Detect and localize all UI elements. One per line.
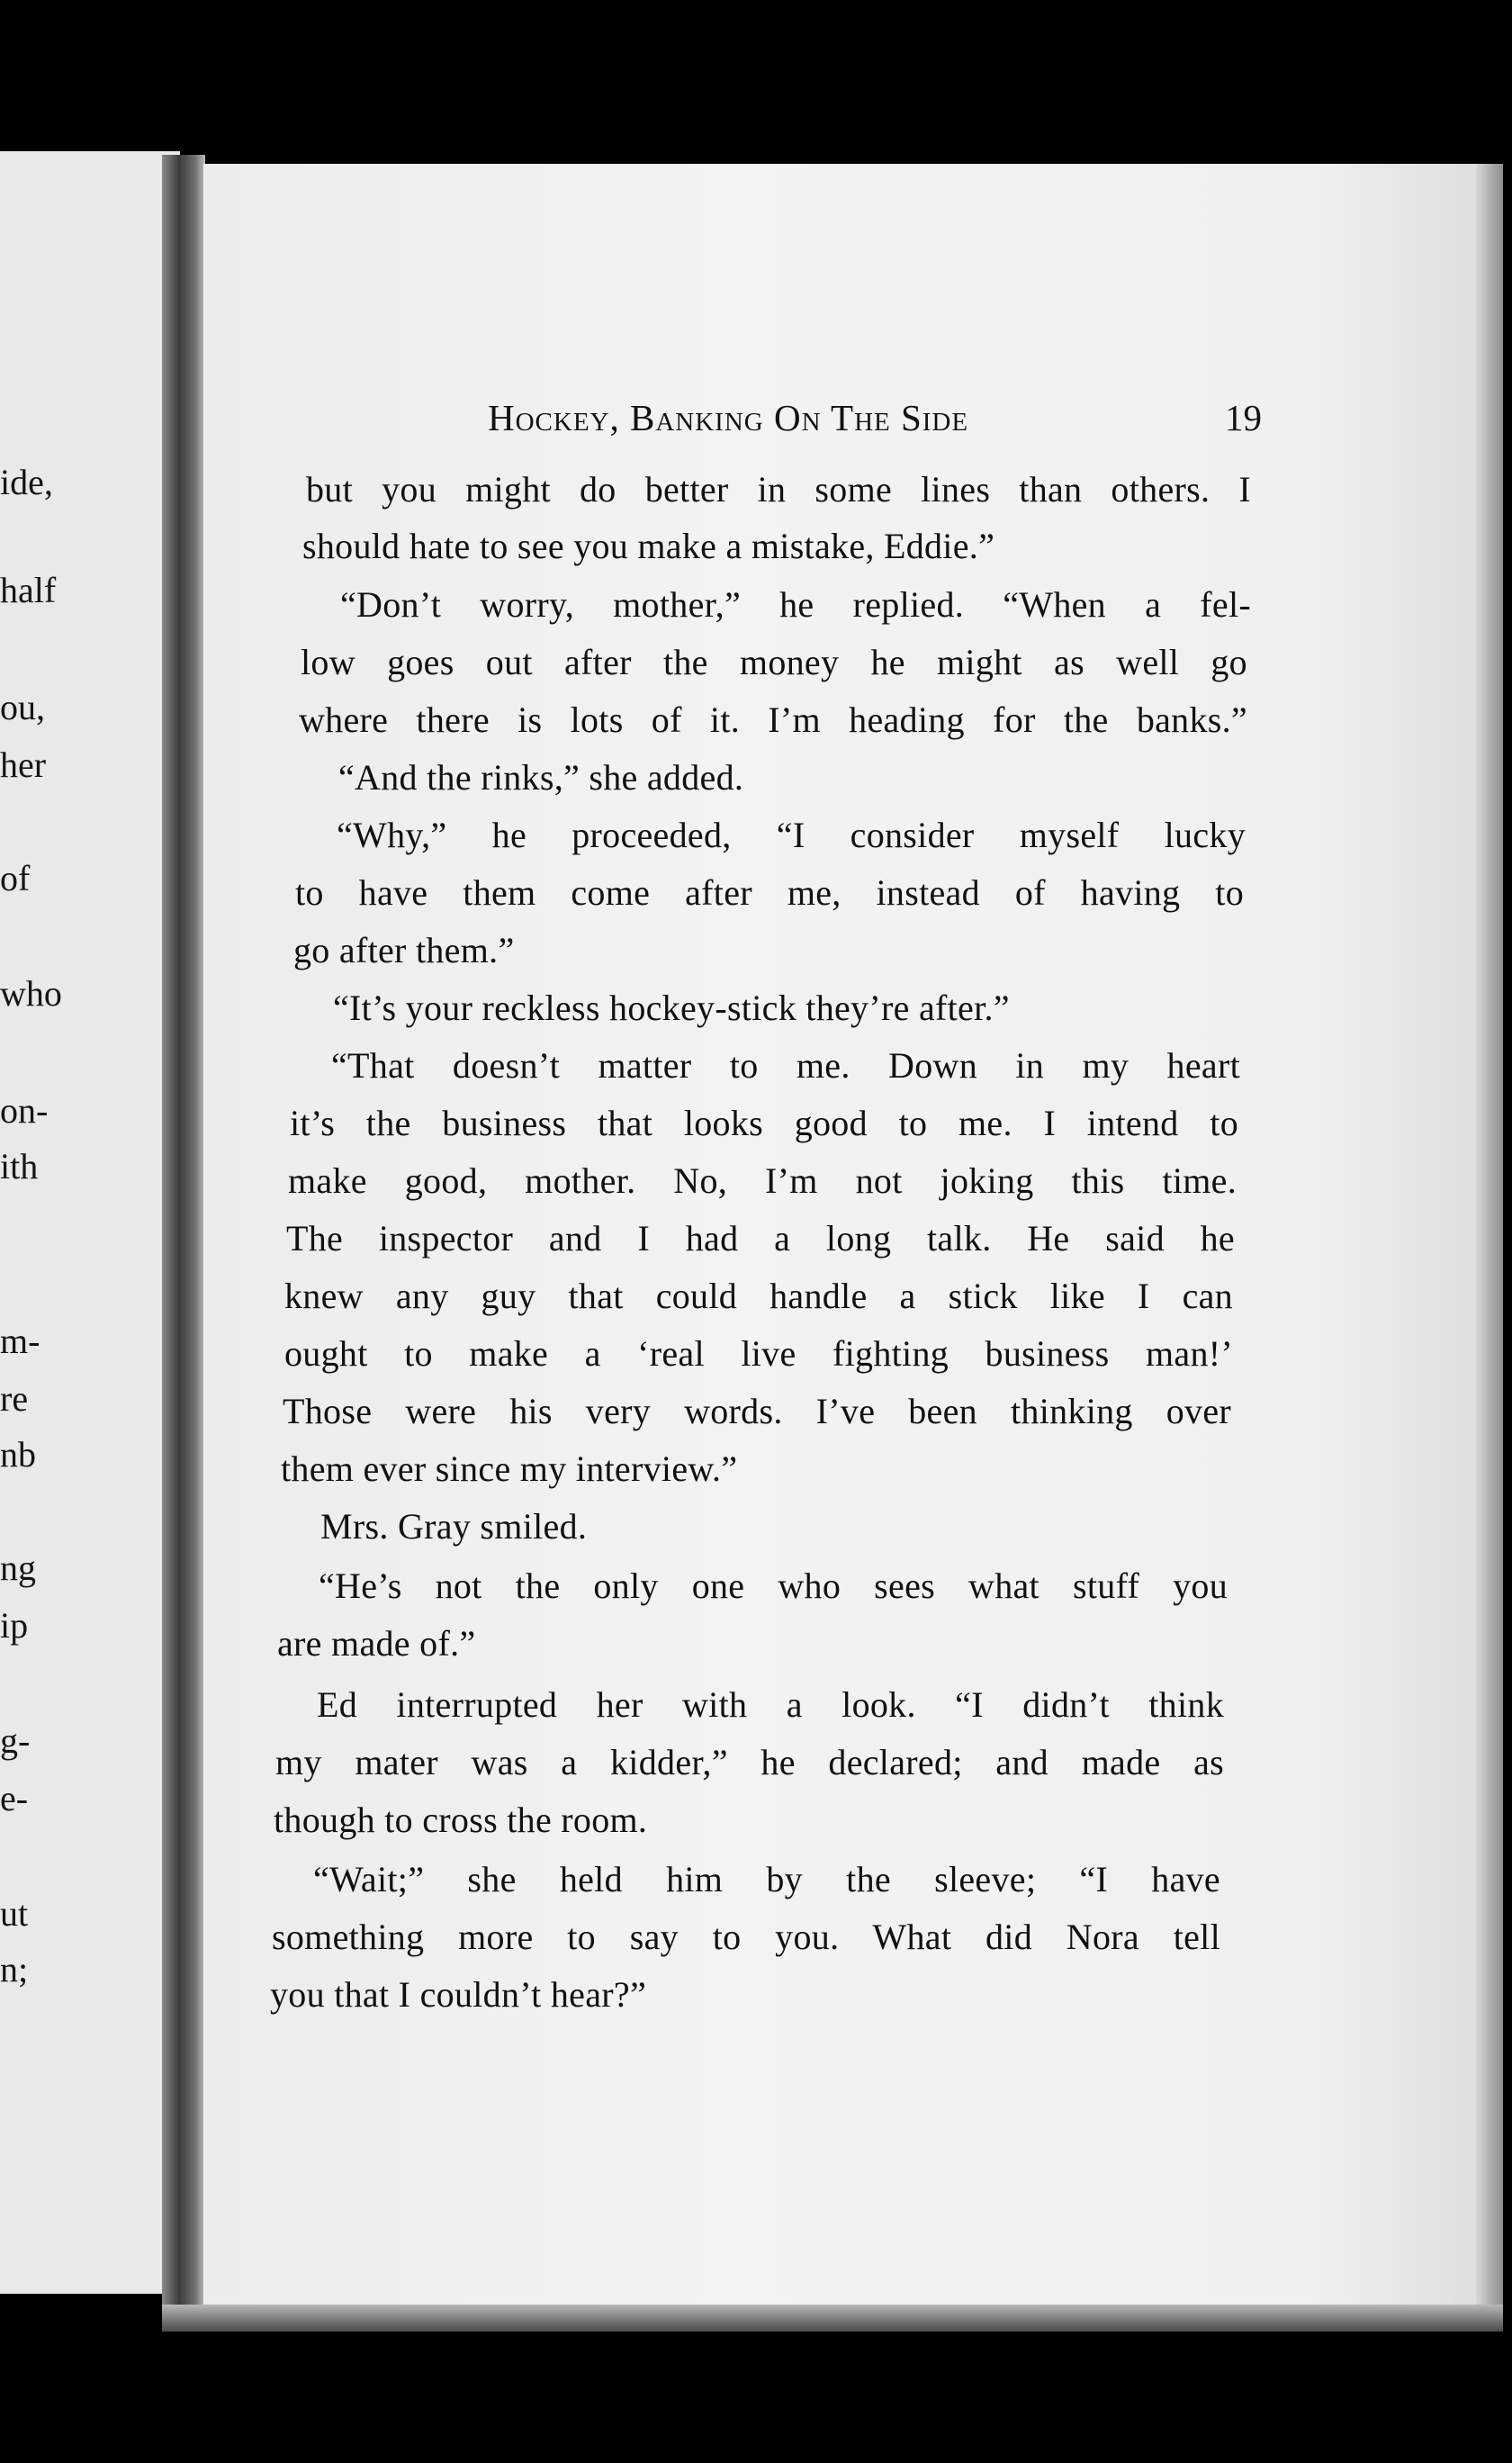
left-fragment: her — [0, 744, 47, 785]
left-fragment: ng — [0, 1547, 36, 1588]
left-fragment: re — [0, 1378, 29, 1419]
left-fragment: on- — [0, 1090, 49, 1131]
left-fragment: m- — [0, 1321, 40, 1361]
left-fragment: ou, — [0, 687, 45, 727]
text-line: The inspector and I had a long talk. He said he — [286, 1218, 1235, 1259]
text-line: knew any guy that could handle a stick like I can — [284, 1276, 1233, 1316]
left-fragment: e- — [0, 1778, 29, 1818]
text-line: Mrs. Gray smiled. — [320, 1506, 588, 1547]
text-line: you that I couldn’t hear?” — [270, 1974, 647, 2015]
text-line: “He’s not the only one who sees what stuff you — [319, 1565, 1228, 1606]
text-line: are made of.” — [277, 1623, 476, 1664]
left-fragment: nb — [0, 1434, 36, 1475]
text-line: them ever since my interview.” — [281, 1448, 738, 1489]
text-line: “Why,” he proceeded, “I consider myself lucky — [337, 815, 1246, 855]
text-line: ought to make a ‘real live fighting business man!’ — [284, 1333, 1233, 1374]
text-line: go after them.” — [293, 930, 515, 970]
left-fragment: ut — [0, 1893, 29, 1934]
text-line: something more to say to you. What did Nora tell — [272, 1917, 1220, 1957]
text-line: make good, mother. No, I’m not joking this time. — [288, 1160, 1237, 1201]
book-gutter — [162, 155, 205, 2306]
text-line: “That doesn’t matter to me. Down in my heart — [331, 1045, 1240, 1086]
page-edge-shadow — [1476, 164, 1503, 2315]
page-bottom-edge — [162, 2305, 1503, 2332]
text-line: my mater was a kidder,” he declared; and made as — [275, 1742, 1224, 1782]
text-line: to have them come after me, instead of having to — [295, 872, 1244, 913]
left-fragment: ip — [0, 1605, 29, 1646]
text-line: “And the rinks,” she added. — [338, 757, 744, 798]
left-fragment: half — [0, 570, 57, 610]
text-line: it’s the business that looks good to me. I intend to — [290, 1103, 1238, 1143]
text-line: Those were his very words. I’ve been thinking over — [283, 1391, 1231, 1431]
left-fragment: ide, — [0, 462, 53, 502]
text-line: but you might do better in some lines than others. I — [306, 469, 1251, 510]
text-line: “It’s your reckless hockey-stick they’re after.” — [333, 988, 1010, 1028]
text-line: “Don’t worry, mother,” he replied. “When a fel- — [340, 584, 1251, 625]
left-fragment: n; — [0, 1949, 29, 1989]
text-line: low goes out after the money he might as well go — [301, 642, 1247, 682]
text-line: should hate to see you make a mistake, Eddie.” — [302, 526, 995, 566]
left-fragment: ith — [0, 1146, 39, 1186]
left-fragment: who — [0, 973, 62, 1014]
page-number: 19 — [1225, 397, 1262, 438]
text-line: where there is lots of it. I’m heading for the banks.” — [299, 699, 1247, 740]
text-line: though to cross the room. — [274, 1800, 648, 1840]
left-fragment: of — [0, 858, 31, 898]
page-header — [488, 396, 1262, 450]
running-title: Hockey, Banking On The Side — [488, 397, 969, 438]
text-line: “Wait;” she held him by the sleeve; “I have — [313, 1859, 1220, 1899]
text-line: Ed interrupted her with a look. “I didn’t think — [317, 1684, 1224, 1725]
left-fragment: g- — [0, 1720, 31, 1761]
